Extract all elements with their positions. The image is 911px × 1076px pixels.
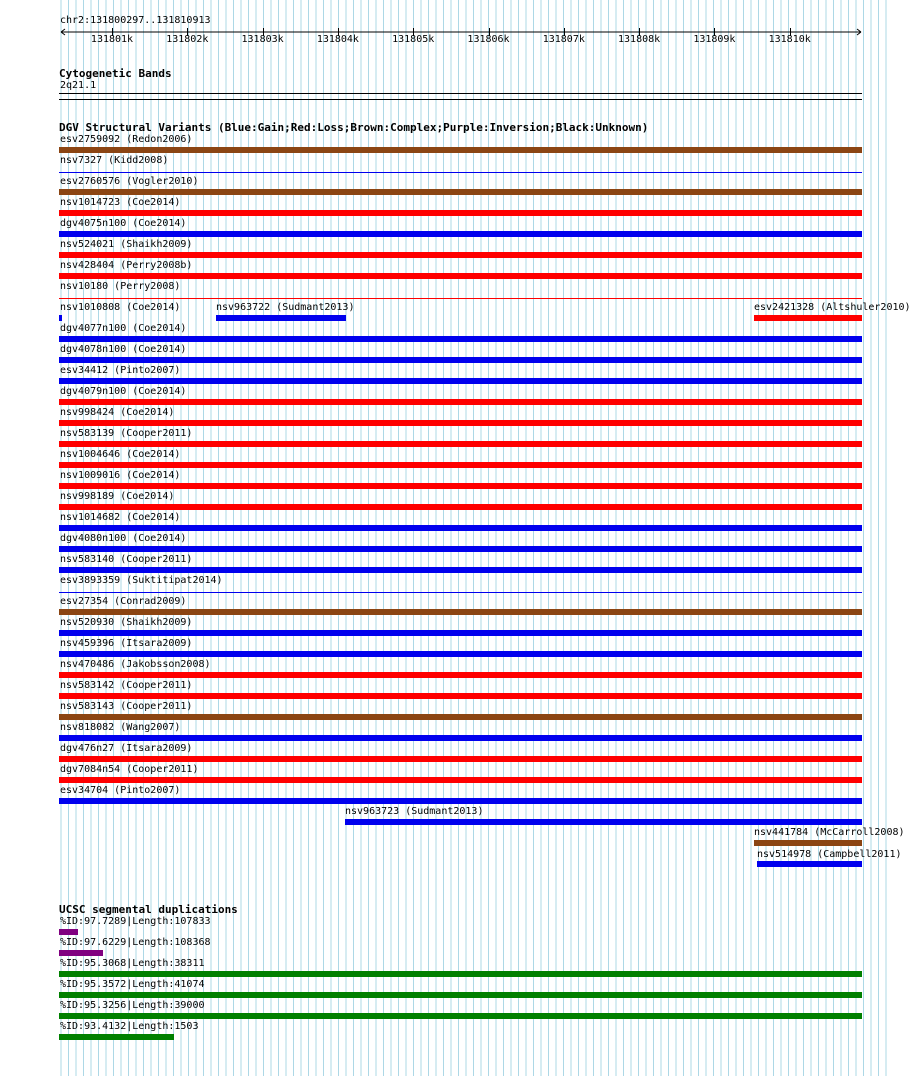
dgv-item-label[interactable]: nsv963722 (Sudmant2013)	[216, 302, 355, 313]
ruler-tick-label: 131806k	[467, 34, 510, 45]
dgv-item-bar[interactable]	[59, 336, 862, 342]
dgv-item-label[interactable]: nsv1014682 (Coe2014)	[60, 512, 181, 523]
dgv-item-bar[interactable]	[59, 630, 862, 636]
dgv-item-bar[interactable]	[59, 315, 62, 321]
dgv-item-label[interactable]: nsv470486 (Jakobsson2008)	[60, 659, 211, 670]
dgv-item-label[interactable]: nsv963723 (Sudmant2013)	[345, 806, 484, 817]
ruler-tick-label: 131805k	[392, 34, 435, 45]
segdup-item-bar[interactable]	[59, 1034, 174, 1040]
dgv-item-bar[interactable]	[59, 462, 862, 468]
dgv-item-bar[interactable]	[59, 609, 862, 615]
segdup-item-label[interactable]: %ID:95.3256|Length:39000	[60, 1000, 205, 1011]
dgv-item-bar[interactable]	[754, 840, 862, 846]
dgv-item-bar[interactable]	[216, 315, 346, 321]
dgv-item-bar[interactable]	[59, 357, 862, 363]
dgv-item-label[interactable]: nsv1009016 (Coe2014)	[60, 470, 181, 481]
ruler-tick-label: 131807k	[542, 34, 585, 45]
dgv-item-label[interactable]: nsv583140 (Cooper2011)	[60, 554, 193, 565]
segdup-item-bar[interactable]	[59, 1013, 862, 1019]
dgv-item-bar[interactable]	[59, 592, 862, 593]
dgv-item-bar[interactable]	[59, 420, 862, 426]
dgv-item-label[interactable]: esv27354 (Conrad2009)	[60, 596, 187, 607]
dgv-item-label[interactable]: dgv476n27 (Itsara2009)	[60, 743, 193, 754]
ruler-tick-label: 131808k	[618, 34, 661, 45]
dgv-item-label[interactable]: nsv1004646 (Coe2014)	[60, 449, 181, 460]
dgv-item-bar[interactable]	[59, 252, 862, 258]
dgv-item-label[interactable]: nsv459396 (Itsara2009)	[60, 638, 193, 649]
dgv-item-bar[interactable]	[59, 172, 862, 173]
cytoband-bar[interactable]	[59, 93, 862, 94]
dgv-item-label[interactable]: dgv4080n100 (Coe2014)	[60, 533, 187, 544]
dgv-item-label[interactable]: esv34412 (Pinto2007)	[60, 365, 181, 376]
dgv-item-label[interactable]: nsv514978 (Campbell2011)	[757, 849, 902, 860]
segdup-item-label[interactable]: %ID:95.3572|Length:41074	[60, 979, 205, 990]
dgv-item-bar[interactable]	[59, 483, 862, 489]
dgv-item-label[interactable]: esv3893359 (Suktitipat2014)	[60, 575, 223, 586]
dgv-item-bar[interactable]	[59, 735, 862, 741]
dgv-item-label[interactable]: nsv520930 (Shaikh2009)	[60, 617, 193, 628]
dgv-item-bar[interactable]	[59, 273, 862, 279]
segdup-item-label[interactable]: %ID:97.7289|Length:107833	[60, 916, 211, 927]
dgv-item-label[interactable]: nsv7327 (Kidd2008)	[60, 155, 169, 166]
segdup-item-bar[interactable]	[59, 971, 862, 977]
dgv-item-bar[interactable]	[59, 504, 862, 510]
dgv-item-label[interactable]: nsv441784 (McCarroll2008)	[754, 827, 905, 838]
dgv-item-label[interactable]: esv2760576 (Vogler2010)	[60, 176, 199, 187]
dgv-item-bar[interactable]	[59, 399, 862, 405]
ruler-tick-label: 131801k	[90, 34, 134, 45]
dgv-item-label[interactable]: dgv4075n100 (Coe2014)	[60, 218, 187, 229]
ruler-tick-label: 131802k	[166, 34, 209, 45]
ruler-tick-label: 131810k	[768, 34, 811, 45]
dgv-item-bar[interactable]	[59, 777, 862, 783]
dgv-item-bar[interactable]	[59, 189, 862, 195]
dgv-item-bar[interactable]	[59, 546, 862, 552]
dgv-item-bar[interactable]	[345, 819, 862, 825]
dgv-item-label[interactable]: esv2421328 (Altshuler2010)	[754, 302, 911, 313]
dgv-item-label[interactable]: nsv998189 (Coe2014)	[60, 491, 175, 502]
dgv-item-label[interactable]: nsv583139 (Cooper2011)	[60, 428, 193, 439]
ruler-position: chr2:131800297..131810913	[60, 15, 211, 26]
dgv-item-label[interactable]: dgv4078n100 (Coe2014)	[60, 344, 187, 355]
dgv-item-label[interactable]: nsv583143 (Cooper2011)	[60, 701, 193, 712]
dgv-item-bar[interactable]	[59, 298, 862, 299]
dgv-item-label[interactable]: dgv4077n100 (Coe2014)	[60, 323, 187, 334]
dgv-item-label[interactable]: nsv524021 (Shaikh2009)	[60, 239, 193, 250]
dgv-item-label[interactable]: nsv998424 (Coe2014)	[60, 407, 175, 418]
segdup-item-bar[interactable]	[59, 992, 862, 998]
dgv-item-bar[interactable]	[59, 210, 862, 216]
dgv-item-bar[interactable]	[59, 672, 862, 678]
segdup-track-title[interactable]: UCSC segmental duplications	[59, 903, 238, 916]
segdup-item-label[interactable]: %ID:97.6229|Length:108368	[60, 937, 211, 948]
segdup-item-label[interactable]: %ID:95.3068|Length:38311	[60, 958, 205, 969]
segdup-item-bar[interactable]	[59, 929, 78, 935]
track-separator	[59, 99, 862, 100]
dgv-item-label[interactable]: nsv428404 (Perry2008b)	[60, 260, 193, 271]
segdup-item-bar[interactable]	[59, 950, 103, 956]
dgv-item-label[interactable]: nsv1014723 (Coe2014)	[60, 197, 181, 208]
segdup-item-label[interactable]: %ID:93.4132|Length:1503	[60, 1021, 199, 1032]
dgv-item-bar[interactable]	[59, 714, 862, 720]
dgv-item-bar[interactable]	[59, 756, 862, 762]
dgv-item-bar[interactable]	[59, 693, 862, 699]
dgv-item-label[interactable]: esv2759092 (Redon2006)	[60, 134, 193, 145]
dgv-item-bar[interactable]	[59, 231, 862, 237]
dgv-item-label[interactable]: esv34704 (Pinto2007)	[60, 785, 181, 796]
dgv-item-bar[interactable]	[59, 567, 862, 573]
dgv-item-label[interactable]: dgv7084n54 (Cooper2011)	[60, 764, 199, 775]
ruler-axis	[0, 26, 890, 38]
dgv-item-label[interactable]: dgv4079n100 (Coe2014)	[60, 386, 187, 397]
dgv-item-bar[interactable]	[754, 315, 862, 321]
dgv-item-bar[interactable]	[59, 525, 862, 531]
dgv-item-label[interactable]: nsv583142 (Cooper2011)	[60, 680, 193, 691]
dgv-item-bar[interactable]	[59, 651, 862, 657]
dgv-item-label[interactable]: nsv10180 (Perry2008)	[60, 281, 181, 292]
dgv-item-label[interactable]: nsv818082 (Wang2007)	[60, 722, 181, 733]
dgv-track-title[interactable]: DGV Structural Variants (Blue:Gain;Red:Loss;Brown:Complex;Purple:Inversion;Black:Unknown)	[59, 121, 649, 134]
dgv-item-bar[interactable]	[59, 798, 862, 804]
ruler-tick-label: 131803k	[241, 34, 284, 45]
dgv-item-bar[interactable]	[59, 441, 862, 447]
cytoband-label: 2q21.1	[60, 80, 97, 91]
dgv-item-bar[interactable]	[59, 378, 862, 384]
cytoband-track-title[interactable]: Cytogenetic Bands	[59, 67, 172, 80]
dgv-item-label[interactable]: nsv1010808 (Coe2014)	[60, 302, 181, 313]
ruler-tick-label: 131804k	[316, 34, 359, 45]
dgv-item-bar[interactable]	[59, 147, 862, 153]
dgv-item-bar[interactable]	[757, 861, 862, 867]
ruler-tick-label: 131809k	[693, 34, 736, 45]
